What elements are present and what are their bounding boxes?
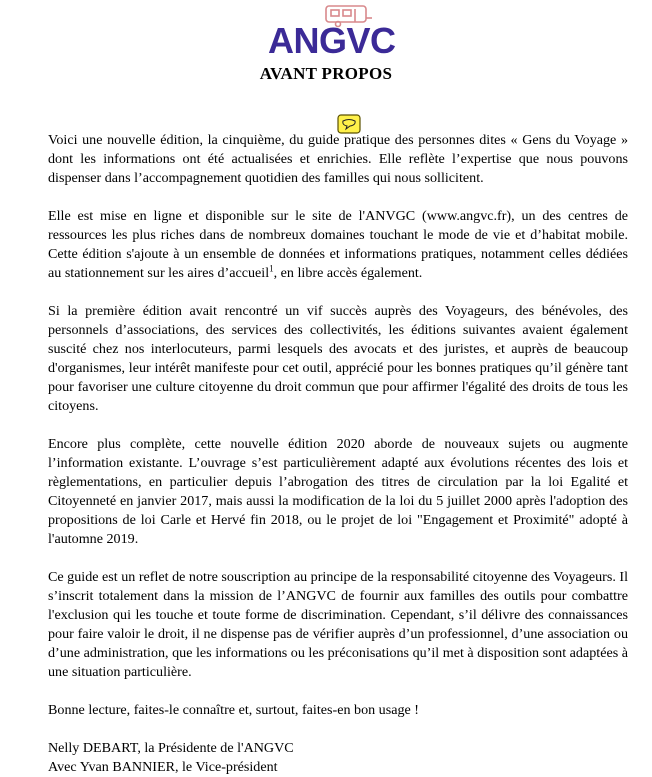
paragraph-website-tail: , en libre accès également.: [273, 265, 423, 281]
document-body: [48, 131, 628, 777]
paragraph-intro: Voici une nouvelle édition, la cinquième, du guide pratique des personnes dites « Gens du Voyage » dont les informations ont été actualisées et enrichies. Elle reflète l’expertise que nous pouvons dispenser dans l’accompagnement quotidien des familles qui nous sollicitent.: [48, 132, 628, 186]
paragraph-first-edition: Si la première édition avait rencontré un vif succès auprès des Voyageurs, des bénévoles, des personnels d’associations, des services des collectivités, les éditions suivantes avaient également suscité chez nos interlocuteurs, parmi lesquels des avocats et des juristes, et auprès de beaucoup d'organismes, leur intérêt manifeste pour cet outil, apprécié pour les bonnes pratiques qu’il génère tant pour favoriser une culture citoyenne du droit commun que pour affirmer l'égalité des droits de tous les citoyens.: [48, 303, 628, 414]
angvc-logo: [268, 4, 396, 62]
logo-text: ANGVC: [268, 20, 396, 61]
paragraph-website-text: Elle est mise en ligne et disponible sur le site de l'ANVGC (www.angvc.fr), un des centres de ressources les plus riches dans de nombreux domaines touchant le mode de vie et d’habitat mobile. Cette édition s'ajoute à un ensemble de données et informations pratiques, notamment celles dédiées au stationnement sur les aires d’accueil: [48, 208, 628, 281]
signature: [48, 739, 628, 777]
footnote-ref[interactable]: 1: [269, 263, 274, 274]
page-title: AVANT PROPOS: [259, 64, 393, 83]
signature-vice-president: Avec Yvan BANNIER, le Vice-président: [48, 759, 278, 775]
signature-president: Nelly DEBART, la Présidente de l'ANGVC: [48, 740, 294, 756]
paragraph-closing: Bonne lecture, faites-le connaître et, surtout, faites-en bon usage !: [48, 702, 419, 718]
paragraph-website: [48, 207, 628, 283]
paragraph-2020-edition: Encore plus complète, cette nouvelle édition 2020 aborde de nouveaux sujets ou augmente l’information existante. L’ouvrage s’est particulièrement adapté aux évolutions récentes des lois et règlementations, en particulier depuis l’abrogation des titres de circulation par la loi Egalité et Citoyenneté en janvier 2017, mais aussi la modification de la loi du 5 juillet 2000 après l'adoption des propositions de loi Carle et Hervé fin 2018, ou le projet de loi "Engagement et Proximité" adopté à l'automne 2019.: [48, 436, 628, 547]
paragraph-mission: Ce guide est un reflet de notre souscription au principe de la responsabilité citoyenne des Voyageurs. Il s’inscrit totalement dans la mission de l’ANGVC de fournir aux familles des outils pour combattre l'exclusion qui les touche et toute forme de discrimination. Cependant, s’il délivre des connaissances pour faire valoir le droit, il ne dispense pas de vérifier auprès d’un professionnel, d’une association ou d’une administration, que les informations ou les préconisations qu’il met à disposition sont adaptées à une situation particulière.: [48, 569, 628, 680]
